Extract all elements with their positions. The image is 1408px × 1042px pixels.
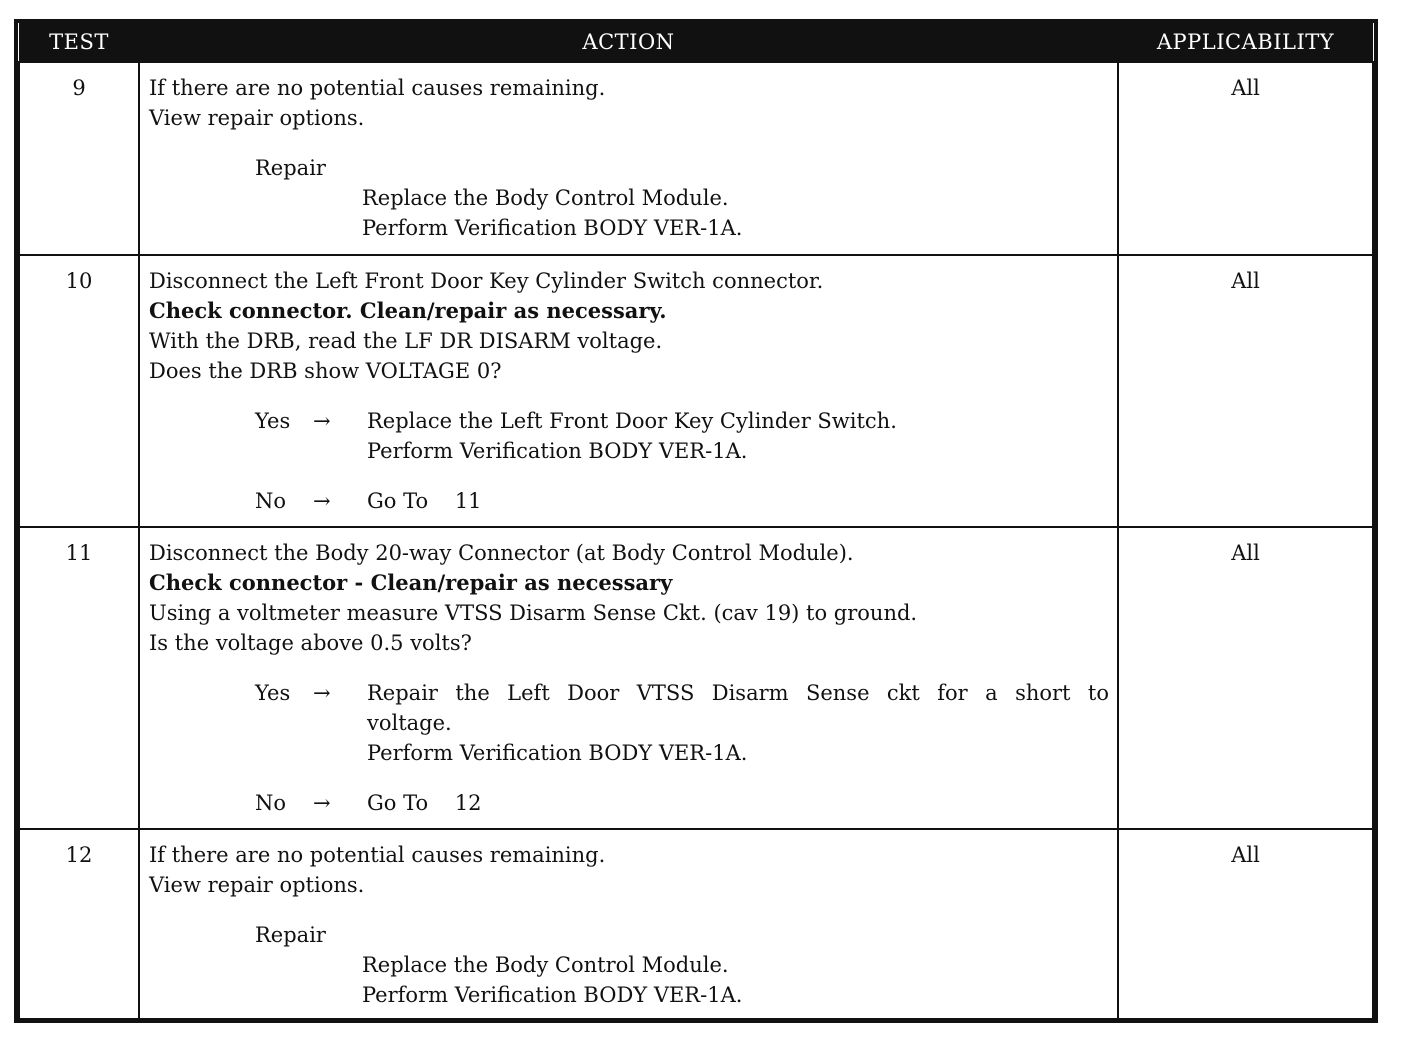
test-row-12	[19, 829, 1373, 1019]
repair-line: Perform Verification BODY VER-1A.	[362, 983, 743, 1007]
action-line: With the DRB, read the LF DR DISARM voltage.	[149, 329, 663, 353]
yes-label: Yes	[255, 681, 291, 705]
repair-line: Replace the Body Control Module.	[362, 953, 729, 977]
action-line: Does the DRB show VOLTAGE 0?	[149, 359, 502, 383]
action-line-bold: Check connector. Clean/repair as necessary.	[149, 298, 667, 323]
yes-branch	[149, 678, 1109, 768]
action-line: View repair options.	[149, 106, 365, 130]
action-line: Disconnect the Left Front Door Key Cylinder Switch connector.	[149, 269, 824, 293]
yes-label: Yes	[255, 409, 291, 433]
yes-line: Repair the Left Door VTSS Disarm Sense ckt for a short to	[367, 681, 1109, 705]
test-row-9	[19, 62, 1373, 255]
test-number: 9	[19, 62, 139, 255]
arrow-icon: →	[313, 681, 331, 705]
header-applicability: APPLICABILITY	[1118, 23, 1373, 62]
header-test: TEST	[19, 23, 139, 62]
repair-label: Repair	[255, 923, 326, 947]
repair-line: Perform Verification BODY VER-1A.	[362, 216, 743, 240]
action-cell	[139, 62, 1118, 255]
test-row-11	[19, 527, 1373, 829]
no-branch	[149, 486, 1109, 516]
repair-line: Replace the Body Control Module.	[362, 186, 729, 210]
action-line: If there are no potential causes remaining.	[149, 76, 606, 100]
applicability: All	[1118, 255, 1373, 527]
action-line: Disconnect the Body 20-way Connector (at Body Control Module).	[149, 541, 854, 565]
action-line: View repair options.	[149, 873, 365, 897]
action-cell	[139, 829, 1118, 1019]
repair-label: Repair	[255, 156, 326, 180]
action-cell	[139, 527, 1118, 829]
no-text: Go To 11	[367, 489, 482, 513]
yes-branch	[149, 406, 1109, 466]
test-number: 10	[19, 255, 139, 527]
action-cell	[139, 255, 1118, 527]
action-line: Using a voltmeter measure VTSS Disarm Sense Ckt. (cav 19) to ground.	[149, 601, 918, 625]
no-label: No	[255, 791, 287, 815]
header-action: ACTION	[139, 23, 1118, 62]
yes-line: Replace the Left Front Door Key Cylinder Switch.	[367, 409, 897, 433]
yes-line: voltage.	[367, 711, 452, 735]
arrow-icon: →	[313, 409, 331, 433]
applicability: All	[1118, 527, 1373, 829]
arrow-icon: →	[313, 791, 331, 815]
no-label: No	[255, 489, 287, 513]
test-number: 12	[19, 829, 139, 1019]
action-line-bold: Check connector - Clean/repair as necessary	[149, 570, 673, 595]
applicability: All	[1118, 62, 1373, 255]
action-line: If there are no potential causes remaining.	[149, 843, 606, 867]
header-row	[19, 23, 1373, 62]
test-row-10	[19, 255, 1373, 527]
test-procedure-table	[14, 19, 1378, 1023]
no-branch	[149, 788, 1109, 818]
yes-line: Perform Verification BODY VER-1A.	[367, 741, 748, 765]
no-text: Go To 12	[367, 791, 482, 815]
action-line: Is the voltage above 0.5 volts?	[149, 631, 472, 655]
yes-line: Perform Verification BODY VER-1A.	[367, 439, 748, 463]
applicability: All	[1118, 829, 1373, 1019]
test-number: 11	[19, 527, 139, 829]
arrow-icon: →	[313, 489, 331, 513]
